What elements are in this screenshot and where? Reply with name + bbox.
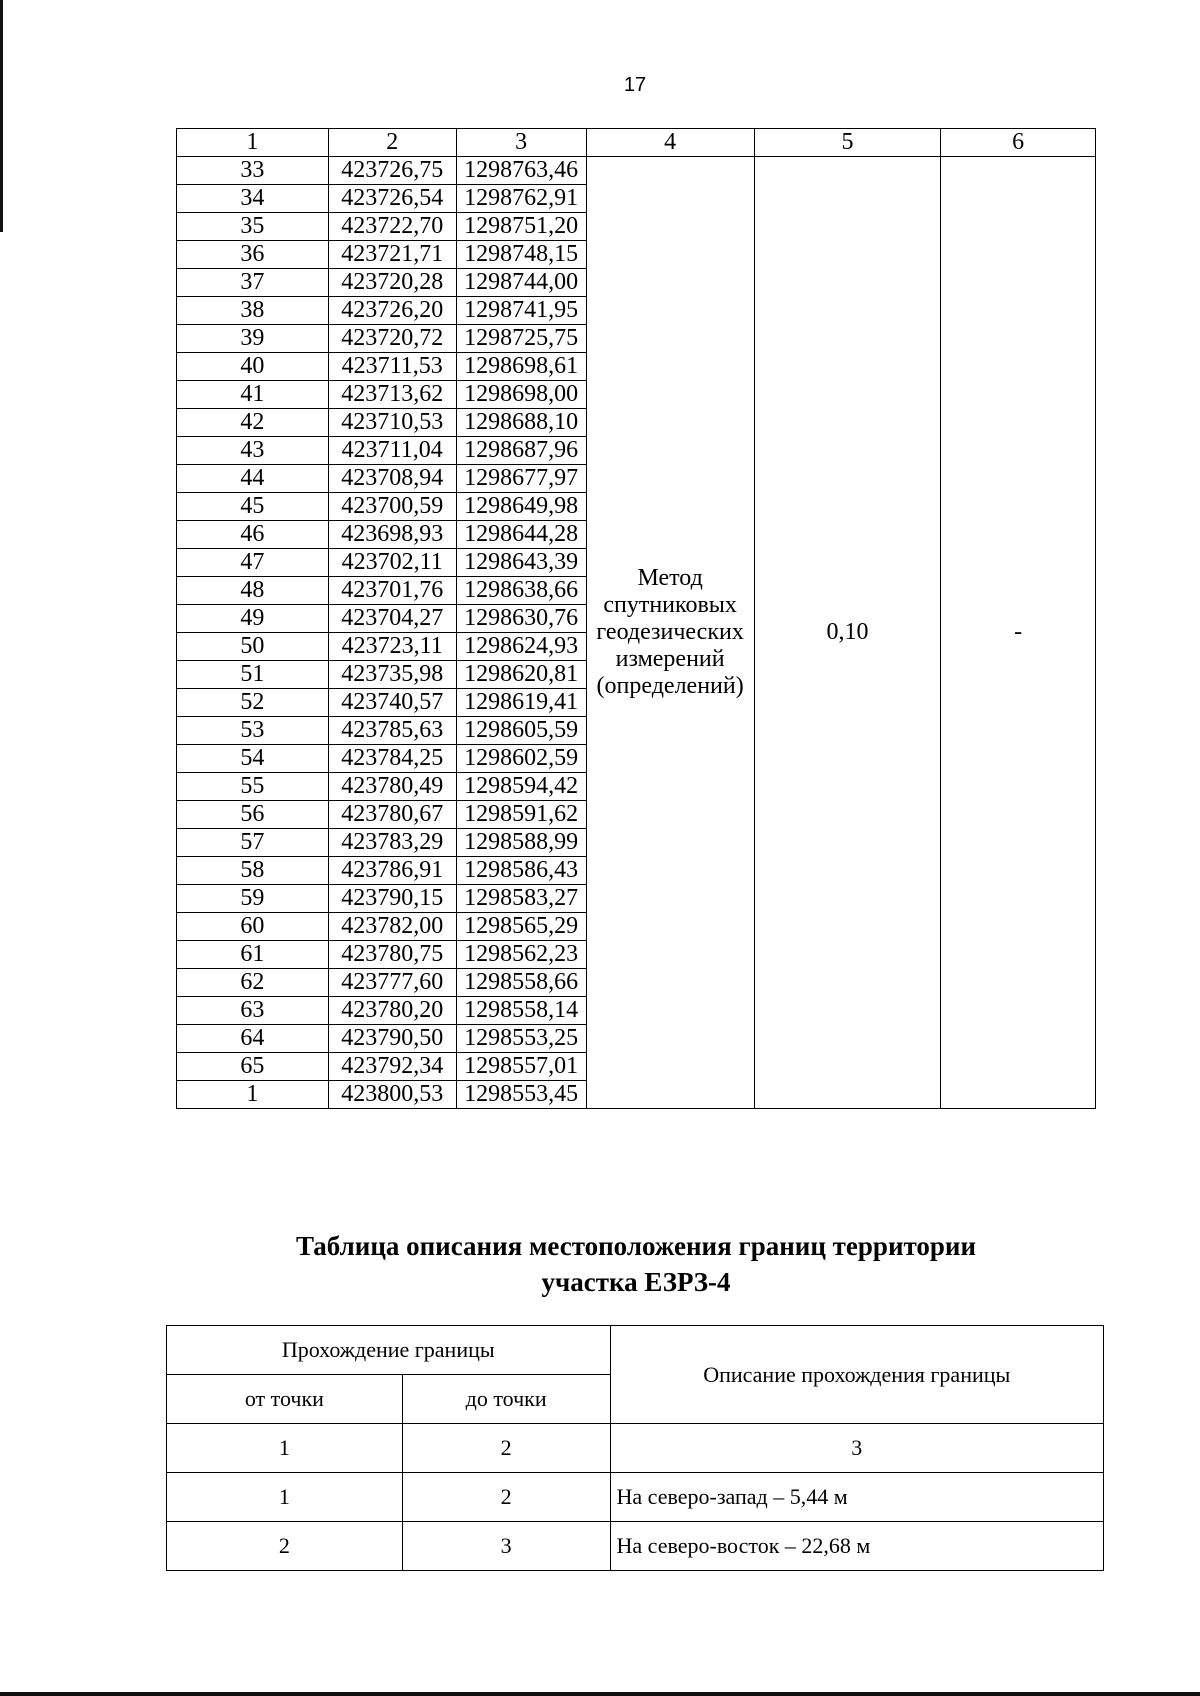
page-number: 17: [623, 74, 647, 96]
coord-y: 1298558,14: [456, 997, 586, 1025]
coord-x: 423792,34: [328, 1053, 456, 1081]
boundary-from-header: от точки: [167, 1375, 403, 1424]
point-number: 55: [177, 773, 329, 801]
point-number: 39: [177, 325, 329, 353]
coord-y: 1298594,42: [456, 773, 586, 801]
boundary-from-point: 2: [167, 1522, 403, 1571]
point-number: 60: [177, 913, 329, 941]
coord-y: 1298553,25: [456, 1025, 586, 1053]
point-number: 48: [177, 577, 329, 605]
coords-header-row: [177, 129, 1096, 157]
boundary-to-point: 2: [402, 1473, 610, 1522]
point-number: 35: [177, 213, 329, 241]
boundary-number-1: 1: [167, 1424, 403, 1473]
coord-x: 423702,11: [328, 549, 456, 577]
point-number: 41: [177, 381, 329, 409]
section-title-line-1: Таблица описания местоположения границ территории: [295, 1231, 977, 1261]
boundary-table: [166, 1325, 1104, 1571]
coord-y: 1298698,61: [456, 353, 586, 381]
coord-y: 1298748,15: [456, 241, 586, 269]
point-number: 51: [177, 661, 329, 689]
point-number: 56: [177, 801, 329, 829]
coord-y: 1298687,96: [456, 437, 586, 465]
point-number: 62: [177, 969, 329, 997]
point-number: 34: [177, 185, 329, 213]
coord-x: 423785,63: [328, 717, 456, 745]
coord-y: 1298558,66: [456, 969, 586, 997]
coord-x: 423782,00: [328, 913, 456, 941]
scan-edge-bottom: [0, 1692, 1200, 1696]
coord-y: 1298624,93: [456, 633, 586, 661]
coord-y: 1298586,43: [456, 857, 586, 885]
method-cell: [586, 157, 754, 1109]
coord-x: 423720,28: [328, 269, 456, 297]
coord-y: 1298763,46: [456, 157, 586, 185]
method-line: спутниковых: [603, 592, 737, 618]
boundary-header-row: [167, 1326, 1104, 1375]
coord-x: 423701,76: [328, 577, 456, 605]
coord-y: 1298630,76: [456, 605, 586, 633]
section-title-line-2: участка ЕЗРЗ-4: [541, 1267, 731, 1297]
point-number: 1: [177, 1081, 329, 1109]
coord-y: 1298605,59: [456, 717, 586, 745]
coord-y: 1298643,39: [456, 549, 586, 577]
coord-y: 1298751,20: [456, 213, 586, 241]
point-number: 47: [177, 549, 329, 577]
coord-x: 423723,11: [328, 633, 456, 661]
boundary-number-3: 3: [610, 1424, 1103, 1473]
coord-y: 1298583,27: [456, 885, 586, 913]
coord-x: 423780,49: [328, 773, 456, 801]
point-number: 43: [177, 437, 329, 465]
coord-y: 1298588,99: [456, 829, 586, 857]
coord-y: 1298677,97: [456, 465, 586, 493]
boundary-description: На северо-восток – 22,68 м: [610, 1522, 1103, 1571]
accuracy-cell: 0,10: [754, 157, 941, 1109]
coord-x: 423780,20: [328, 997, 456, 1025]
point-number: 42: [177, 409, 329, 437]
point-number: 59: [177, 885, 329, 913]
boundary-desc-header: Описание прохождения границы: [610, 1326, 1103, 1424]
coord-x: 423711,04: [328, 437, 456, 465]
coord-x: 423784,25: [328, 745, 456, 773]
coord-x: 423721,71: [328, 241, 456, 269]
coord-y: 1298638,66: [456, 577, 586, 605]
method-line: (определений): [596, 673, 744, 699]
point-number: 37: [177, 269, 329, 297]
point-number: 61: [177, 941, 329, 969]
point-number: 33: [177, 157, 329, 185]
boundary-to-point: 3: [402, 1522, 610, 1571]
coord-x: 423790,50: [328, 1025, 456, 1053]
point-number: 57: [177, 829, 329, 857]
coord-x: 423710,53: [328, 409, 456, 437]
method-line: геодезических: [596, 619, 744, 645]
coords-header-col-1: 1: [177, 129, 329, 157]
coords-body: [177, 157, 1096, 1109]
coordinates-table: [176, 128, 1096, 1109]
boundary-number-2: 2: [402, 1424, 610, 1473]
point-number: 50: [177, 633, 329, 661]
point-number: 63: [177, 997, 329, 1025]
coord-x: 423704,27: [328, 605, 456, 633]
coords-row: [177, 157, 1096, 185]
coord-x: 423790,15: [328, 885, 456, 913]
coord-y: 1298762,91: [456, 185, 586, 213]
coord-x: 423777,60: [328, 969, 456, 997]
method-line: Метод: [637, 565, 703, 591]
coord-x: 423786,91: [328, 857, 456, 885]
point-number: 45: [177, 493, 329, 521]
point-number: 52: [177, 689, 329, 717]
boundary-description: На северо-запад – 5,44 м: [610, 1473, 1103, 1522]
point-number: 54: [177, 745, 329, 773]
coord-y: 1298698,00: [456, 381, 586, 409]
coord-x: 423735,98: [328, 661, 456, 689]
point-number: 40: [177, 353, 329, 381]
coord-y: 1298565,29: [456, 913, 586, 941]
coord-y: 1298562,23: [456, 941, 586, 969]
point-number: 44: [177, 465, 329, 493]
coord-y: 1298557,01: [456, 1053, 586, 1081]
method-line: измерений: [615, 646, 725, 672]
coord-x: 423726,54: [328, 185, 456, 213]
coord-x: 423780,67: [328, 801, 456, 829]
point-number: 38: [177, 297, 329, 325]
boundary-header-group: Прохождение границы: [167, 1326, 611, 1375]
coord-y: 1298725,75: [456, 325, 586, 353]
coord-y: 1298741,95: [456, 297, 586, 325]
coord-x: 423720,72: [328, 325, 456, 353]
boundary-row: [167, 1473, 1104, 1522]
boundary-number-row: [167, 1424, 1104, 1473]
point-number: 49: [177, 605, 329, 633]
coord-x: 423698,93: [328, 521, 456, 549]
point-number: 46: [177, 521, 329, 549]
coords-header-col-3: 3: [456, 129, 586, 157]
coord-y: 1298619,41: [456, 689, 586, 717]
section-title: [176, 1228, 1096, 1300]
point-number: 65: [177, 1053, 329, 1081]
point-number: 58: [177, 857, 329, 885]
coords-header-col-5: 5: [754, 129, 941, 157]
coord-x: 423708,94: [328, 465, 456, 493]
coord-y: 1298744,00: [456, 269, 586, 297]
coord-x: 423722,70: [328, 213, 456, 241]
coord-x: 423780,75: [328, 941, 456, 969]
coord-x: 423700,59: [328, 493, 456, 521]
point-number: 53: [177, 717, 329, 745]
coord-y: 1298649,98: [456, 493, 586, 521]
coords-header-col-4: 4: [586, 129, 754, 157]
coord-x: 423783,29: [328, 829, 456, 857]
coord-x: 423740,57: [328, 689, 456, 717]
coord-y: 1298688,10: [456, 409, 586, 437]
coord-y: 1298602,59: [456, 745, 586, 773]
coord-x: 423800,53: [328, 1081, 456, 1109]
coords-header-col-6: 6: [941, 129, 1096, 157]
coord-y: 1298591,62: [456, 801, 586, 829]
coord-y: 1298644,28: [456, 521, 586, 549]
coord-x: 423713,62: [328, 381, 456, 409]
coord-x: 423711,53: [328, 353, 456, 381]
point-number: 64: [177, 1025, 329, 1053]
coord-y: 1298553,45: [456, 1081, 586, 1109]
point-number: 36: [177, 241, 329, 269]
coord-x: 423726,20: [328, 297, 456, 325]
col6-cell: -: [941, 157, 1096, 1109]
coord-y: 1298620,81: [456, 661, 586, 689]
coord-x: 423726,75: [328, 157, 456, 185]
boundary-to-header: до точки: [402, 1375, 610, 1424]
coords-header-col-2: 2: [328, 129, 456, 157]
scan-edge-left: [0, 0, 3, 232]
boundary-row: [167, 1522, 1104, 1571]
boundary-from-point: 1: [167, 1473, 403, 1522]
